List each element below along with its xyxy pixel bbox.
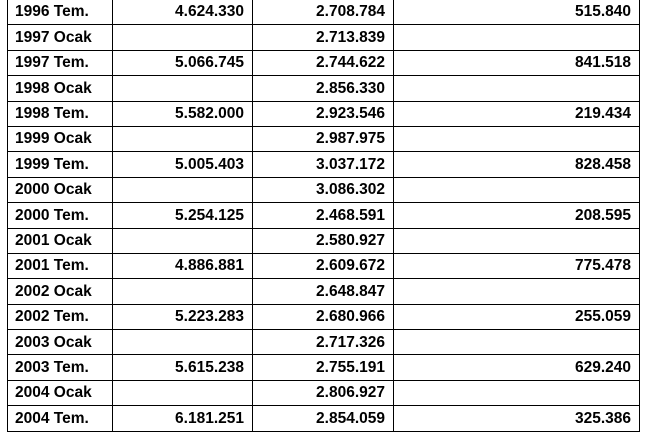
value-cell-col2: 2.923.546 xyxy=(253,101,394,126)
value-cell-col3: 841.518 xyxy=(394,50,640,75)
value-cell-col2: 2.713.839 xyxy=(253,25,394,50)
value-cell-col1 xyxy=(113,25,253,50)
table-row xyxy=(8,406,640,431)
value-cell-col1 xyxy=(113,126,253,151)
value-cell-col3: 255.059 xyxy=(394,304,640,329)
value-cell-col3 xyxy=(394,330,640,355)
table-row xyxy=(8,101,640,126)
value-cell-col1 xyxy=(113,177,253,202)
value-cell-col1: 4.624.330 xyxy=(113,0,253,25)
value-cell-col1 xyxy=(113,228,253,253)
value-cell-col3: 775.478 xyxy=(394,253,640,278)
table-row xyxy=(8,152,640,177)
value-cell-col1: 5.254.125 xyxy=(113,203,253,228)
value-cell-col3: 828.458 xyxy=(394,152,640,177)
value-cell-col1 xyxy=(113,380,253,405)
value-cell-col2: 2.468.591 xyxy=(253,203,394,228)
value-cell-col1: 5.615.238 xyxy=(113,355,253,380)
table-row xyxy=(8,25,640,50)
table-row xyxy=(8,330,640,355)
period-cell: 2000 Tem. xyxy=(8,203,113,228)
value-cell-col3 xyxy=(394,177,640,202)
period-cell: 2000 Ocak xyxy=(8,177,113,202)
period-cell: 2002 Ocak xyxy=(8,279,113,304)
value-cell-col1: 6.181.251 xyxy=(113,406,253,431)
value-cell-col3: 219.434 xyxy=(394,101,640,126)
value-cell-col1: 4.886.881 xyxy=(113,253,253,278)
value-cell-col3: 208.595 xyxy=(394,203,640,228)
value-cell-col3 xyxy=(394,76,640,101)
value-cell-col1 xyxy=(113,330,253,355)
period-cell: 2001 Ocak xyxy=(8,228,113,253)
value-cell-col3 xyxy=(394,126,640,151)
value-cell-col2: 2.806.927 xyxy=(253,380,394,405)
value-cell-col2: 2.648.847 xyxy=(253,279,394,304)
table-row xyxy=(8,203,640,228)
value-cell-col3: 325.386 xyxy=(394,406,640,431)
table-row xyxy=(8,50,640,75)
value-cell-col1: 5.223.283 xyxy=(113,304,253,329)
value-cell-col1 xyxy=(113,76,253,101)
period-cell: 1997 Ocak xyxy=(8,25,113,50)
table-row xyxy=(8,76,640,101)
period-cell: 2002 Tem. xyxy=(8,304,113,329)
value-cell-col3: 515.840 xyxy=(394,0,640,25)
value-cell-col3 xyxy=(394,279,640,304)
value-cell-col2: 2.856.330 xyxy=(253,76,394,101)
value-cell-col2: 3.037.172 xyxy=(253,152,394,177)
period-cell: 2003 Ocak xyxy=(8,330,113,355)
table-row xyxy=(8,304,640,329)
data-table xyxy=(7,0,640,432)
value-cell-col2: 2.708.784 xyxy=(253,0,394,25)
value-cell-col1: 5.066.745 xyxy=(113,50,253,75)
value-cell-col3: 629.240 xyxy=(394,355,640,380)
value-cell-col2: 2.987.975 xyxy=(253,126,394,151)
value-cell-col2: 2.854.059 xyxy=(253,406,394,431)
table-row xyxy=(8,355,640,380)
period-cell: 1998 Tem. xyxy=(8,101,113,126)
period-cell: 1996 Tem. xyxy=(8,0,113,25)
period-cell: 2004 Ocak xyxy=(8,380,113,405)
value-cell-col1: 5.005.403 xyxy=(113,152,253,177)
value-cell-col2: 2.755.191 xyxy=(253,355,394,380)
value-cell-col2: 3.086.302 xyxy=(253,177,394,202)
value-cell-col1 xyxy=(113,279,253,304)
table-row xyxy=(8,228,640,253)
table-row xyxy=(8,0,640,25)
value-cell-col2: 2.717.326 xyxy=(253,330,394,355)
table-body xyxy=(8,0,640,431)
table-row xyxy=(8,126,640,151)
period-cell: 1999 Ocak xyxy=(8,126,113,151)
table-row xyxy=(8,177,640,202)
value-cell-col3 xyxy=(394,380,640,405)
value-cell-col3 xyxy=(394,228,640,253)
period-cell: 2004 Tem. xyxy=(8,406,113,431)
value-cell-col3 xyxy=(394,25,640,50)
table-row xyxy=(8,253,640,278)
value-cell-col2: 2.744.622 xyxy=(253,50,394,75)
period-cell: 1998 Ocak xyxy=(8,76,113,101)
period-cell: 2003 Tem. xyxy=(8,355,113,380)
period-cell: 2001 Tem. xyxy=(8,253,113,278)
value-cell-col2: 2.680.966 xyxy=(253,304,394,329)
period-cell: 1999 Tem. xyxy=(8,152,113,177)
value-cell-col1: 5.582.000 xyxy=(113,101,253,126)
table-row xyxy=(8,380,640,405)
period-cell: 1997 Tem. xyxy=(8,50,113,75)
table-row xyxy=(8,279,640,304)
value-cell-col2: 2.580.927 xyxy=(253,228,394,253)
value-cell-col2: 2.609.672 xyxy=(253,253,394,278)
